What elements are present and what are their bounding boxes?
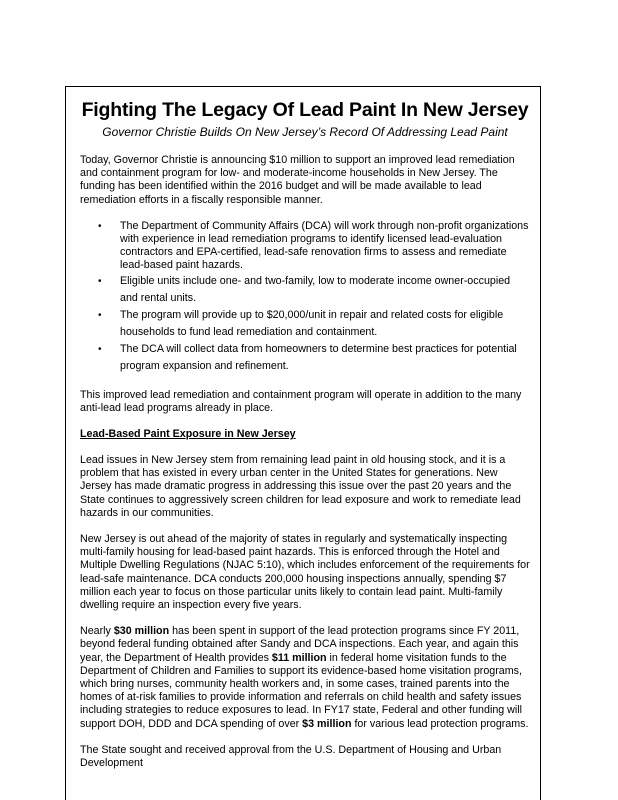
document-subtitle: Governor Christie Builds On New Jersey’s Record Of Addressing Lead Paint (102, 125, 508, 139)
para3-bold-amount: $30 million (113, 625, 170, 638)
bullet-icon: • (98, 220, 102, 232)
document-content (80, 87, 530, 770)
bullet-text: Eligible units include one- and two-family, low to moderate income owner-occupied and rental units. (120, 274, 511, 304)
intro-paragraph: Today, Governor Christie is announcing $10 million to support an improved lead remediation and containment program for low- and moderate-income households in New Jersey. The funding has been identified within the 2016 budget and will be made available to lead remediation efforts in a fiscally responsible manner. (80, 154, 515, 206)
body-paragraph-2: New Jersey is out ahead of the majority of states in regularly and systematically inspecting multi-family housing for lead-based paint hazards. This is enforced through the Hotel and Multiple Dwelling Regulations (NJAC 5:10), which includes enforcement of the requirements for lead-safe maintenance. DCA conducts 200,000 housing inspections annually, spending $7 million each year to focus on those particular units likely to contain lead paint. Multi-family dwelling require an inspection every five years. (80, 533, 530, 612)
bullet-text: The Department of Community Affairs (DCA) will work through non-profit organizations with experience in lead remediation programs to identify licensed lead-evaluation contractors and EPA-certified, lead-safe renovation firms to assess and remediate lead-based paint hazards. (120, 219, 529, 272)
bullet-text: The DCA will collect data from homeowners to determine best practices for potential program expansion and refinement. (120, 342, 517, 372)
document-title: Fighting The Legacy Of Lead Paint In New Jersey (81, 99, 529, 121)
para3-text: Nearly (80, 625, 114, 638)
bullet-item (80, 273, 530, 307)
program-bullet-list (80, 220, 530, 375)
para3-text: in federal home visitation funds to the Department of Children and Families to support its evidence-based home visitation programs, which bring nurses, community health workers and, in some cases, trained parents into the homes of at-risk families to provide information and referrals on child health and safety issues including strategies to reduce exposures to lead. In FY17 state, Federal and other funding will support DOH, DDD and DCA spending of over (80, 651, 523, 730)
body-paragraph-4: The State sought and received approval from the U.S. Department of Housing and Urban Development (80, 743, 502, 770)
bullet-item (80, 220, 530, 273)
para3-text: for various lead protection programs. (351, 717, 529, 730)
para3-bold-amount: $3 million (302, 717, 352, 730)
body-paragraph-3 (80, 625, 530, 731)
section-heading: Lead-Based Paint Exposure in New Jersey (80, 428, 296, 441)
body-paragraph-1: Lead issues in New Jersey stem from remaining lead paint in old housing stock, and it is a problem that has existed in every urban center in the United States for generations. New Jersey has made dramatic progress in addressing this issue over the past 20 years and the State continues to aggressively screen children for lead exposure and work to remediate lead hazards in our communities. (80, 454, 521, 519)
para3-text: has been spent in support of the lead protection programs since FY 2011, beyond federal funding obtained after Sandy and DCA inspections. Each year, and again this year, the Department of Health provides (80, 625, 520, 664)
bullet-item (80, 307, 530, 341)
bullet-icon: • (98, 343, 102, 355)
bullet-icon: • (98, 309, 102, 321)
bullet-item (80, 341, 530, 375)
program-addition-paragraph: This improved lead remediation and containment program will operate in addition to the many anti-lead lead programs already in place. (80, 388, 522, 414)
para3-bold-amount: $11 million (271, 651, 327, 664)
bullet-icon: • (98, 275, 102, 287)
bullet-text: The program will provide up to $20,000/unit in repair and related costs for eligible households to fund lead remediation and containment. (120, 308, 504, 338)
document-frame (65, 86, 541, 800)
